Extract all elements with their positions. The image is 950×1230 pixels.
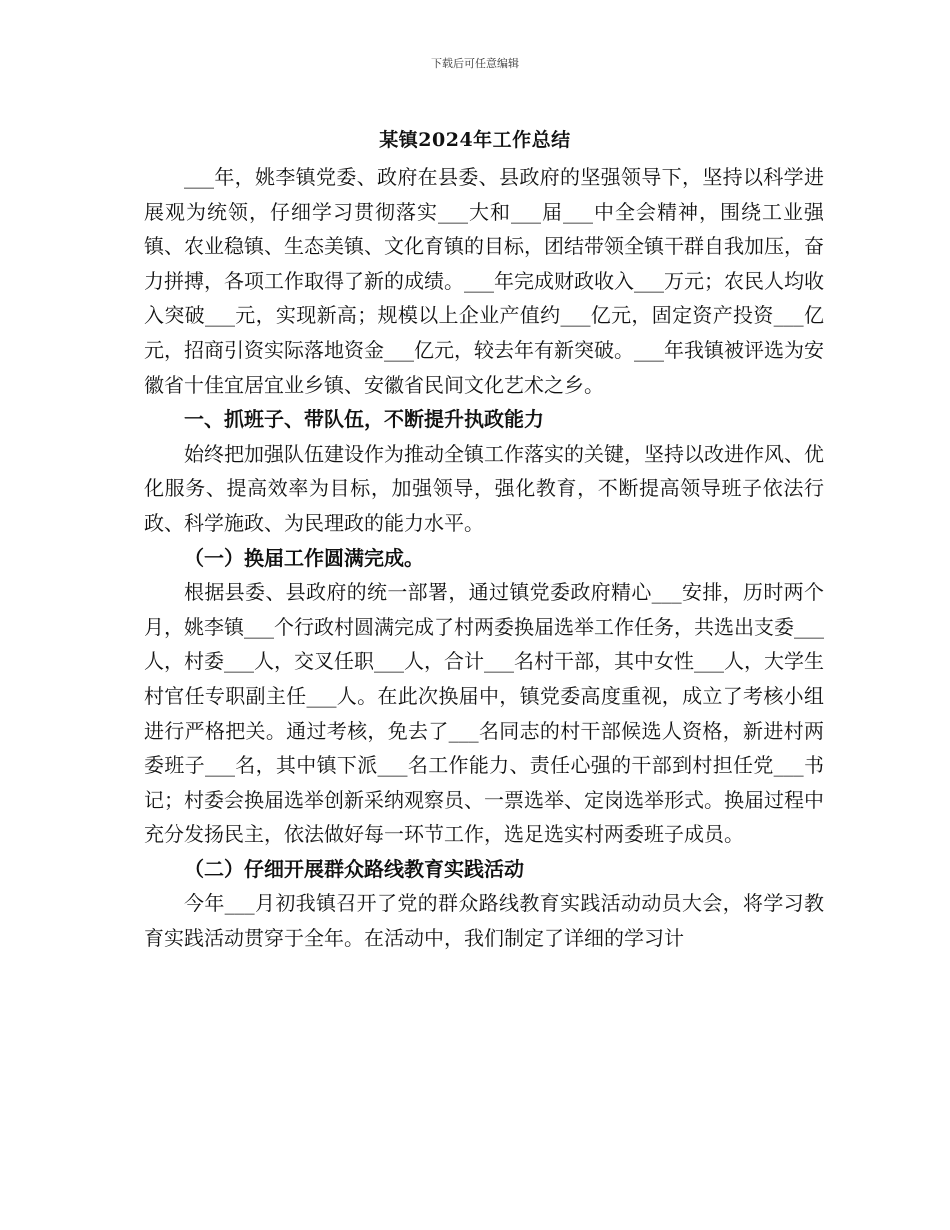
section-1-paragraph: 始终把加强队伍建设作为推动全镇工作落实的关键，坚持以改进作风、优化服务、提高效率为目标，加强领导，强化教育，不断提高领导班子依法行政、科学施政、为民理政的能力水平。 — [144, 441, 824, 535]
subsection-1-heading: （一）换届工作圆满完成。 — [184, 545, 424, 570]
header-note: 下载后可任意编辑 — [431, 57, 519, 70]
document-title: 某镇2024年工作总结 — [379, 129, 571, 151]
subsection-1-paragraph: 根据县委、县政府的统一部署，通过镇党委政府精心___安排，历时两个月，姚李镇___个行政村圆满完成了村两委换届选举工作任务，共选出支委___人，村委___人，交叉任职___人，合计___名村干部，其中女性___人，大学生村官任专职副主任___人。在此次换届中，镇党委高度重视，成立了考核小组进行严格把关。通过考核，免去了___名同志的村干部候选人资格，新进村两委班子___名，其中镇下派___名工作能力、责任心强的干部到村担任党___书记；村委会换届选举创新采纳观察员、一票选举、定岗选举形式。换届过程中充分发扬民主，依法做好每一环节工作，选足选实村两委班子成员。 — [144, 580, 824, 847]
document-body — [144, 160, 824, 956]
intro-paragraph: ___年，姚李镇党委、政府在县委、县政府的坚强领导下，坚持以科学进展观为统领，仔细学习贯彻落实___大和___届___中全会精神，围绕工业强镇、农业稳镇、生态美镇、文化育镇的目标，团结带领全镇干群自我加压，奋力拼搏，各项工作取得了新的成绩。___年完成财政收入___万元；农民人均收入突破___元，实现新高；规模以上企业产值约___亿元，固定资产投资___亿元，招商引资实际落地资金___亿元，较去年有新突破。___年我镇被评选为安徽省十佳宜居宜业乡镇、安徽省民间文化艺术之乡。 — [144, 165, 824, 397]
subsection-2-heading: （二）仔细开展群众路线教育实践活动 — [184, 856, 524, 881]
subsection-2-paragraph: 今年___月初我镇召开了党的群众路线教育实践活动动员大会，将学习教育实践活动贯穿于全年。在活动中，我们制定了详细的学习计 — [144, 891, 824, 951]
section-1-heading: 一、抓班子、带队伍，不断提升执政能力 — [184, 407, 544, 432]
